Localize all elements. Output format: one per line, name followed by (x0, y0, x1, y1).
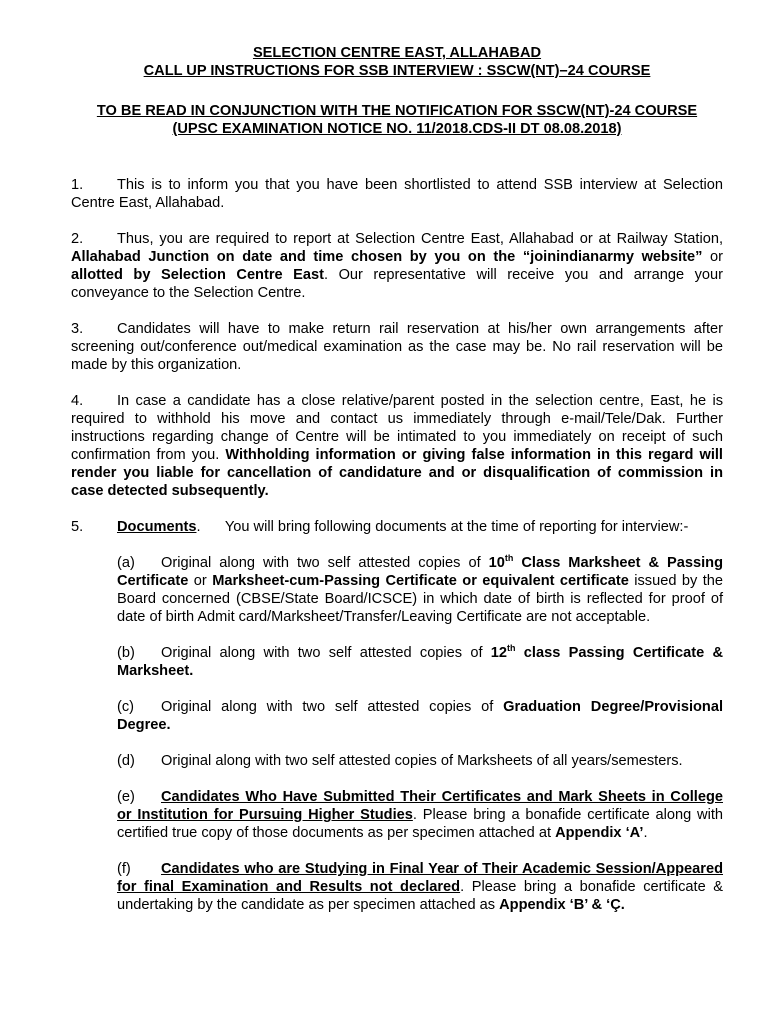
item-text: . Please bring a bonafide certificate along with certified true copy of those documents as per specimen attached at (117, 807, 724, 841)
appendix-reference: Appendix ‘B’ & ‘Ç. (499, 897, 625, 913)
item-bold-text: Graduation Degree/Provisional Degree. (117, 699, 723, 733)
paragraph-number: 1. (71, 177, 84, 193)
item-superscript: th (507, 643, 516, 654)
appendix-reference: Appendix ‘A’ (555, 825, 644, 841)
documents-heading: Documents (117, 519, 197, 535)
item-number: (b) (117, 645, 135, 661)
paragraph-3 (71, 320, 723, 374)
paragraph-text: In case a candidate has a close relative/parent posted in the selection centre, East, he is required to withhold his move and contact us immediately through e-mail/Tele/Dak. Further instructions regarding change of Centre will be intimated to you immediately on receipt of such confirmation from you. (71, 393, 723, 463)
paragraph-5 (71, 518, 723, 536)
paragraph-bold-text: Allahabad Junction on date and time chosen by you on the “joinindianarmy website” (71, 249, 703, 265)
item-number: (f) (117, 861, 131, 877)
item-text: Original along with two self attested copies of Marksheets of all years/semesters. (161, 753, 683, 769)
item-bold-text: class Passing Certificate & Marksheet. (117, 645, 723, 679)
item-bold-text: 10 (488, 555, 505, 571)
paragraph-bold-text: allotted by Selection Centre East (71, 267, 324, 283)
header-notification-note: TO BE READ IN CONJUNCTION WITH THE NOTIFICATION FOR SSCW(NT)-24 COURSE (96, 103, 698, 119)
item-text: issued by the Board concerned (CBSE/State Board/ICSCE) in which date of birth is reflected for proof of date of birth Admit card/Marksheet/Transfer/Leaving Certificate are not acceptable. (117, 573, 723, 625)
header-call-up-title: CALL UP INSTRUCTIONS FOR SSB INTERVIEW : SSCW(NT)–24 COURSE (143, 63, 651, 79)
item-text: Original along with two self attested copies of (161, 555, 489, 571)
document-page (71, 44, 723, 914)
item-text: Original along with two self attested copies of (161, 699, 504, 715)
item-number: (d) (117, 753, 135, 769)
paragraph-1 (71, 176, 723, 212)
item-bold-text: 12 (490, 645, 508, 661)
document-item-c (117, 698, 723, 734)
paragraph-text: You will bring following documents at the time of reporting for interview:- (224, 519, 689, 535)
paragraph-text: . (196, 519, 201, 535)
paragraph-4 (71, 392, 723, 500)
item-text: Original along with two self attested copies of (161, 645, 491, 661)
item-text: . (643, 825, 648, 841)
item-superscript: th (504, 553, 514, 564)
item-underlined-heading: Candidates Who Have Submitted Their Certificates and Mark Sheets in College or Institution for Pursuing Higher Studies (117, 789, 723, 823)
document-item-f (117, 860, 723, 914)
item-text: . Please bring a bonafide certificate & undertaking by the candidate as per specimen attached as (117, 879, 723, 913)
document-item-a (117, 554, 723, 626)
document-item-b (117, 644, 723, 680)
paragraph-text: or (702, 249, 723, 265)
paragraph-number: 4. (71, 393, 84, 409)
item-text: or (188, 573, 213, 589)
document-item-d (117, 752, 723, 770)
paragraph-number: 2. (71, 231, 84, 247)
header-centre-name: SELECTION CENTRE EAST, ALLAHABAD (252, 45, 542, 61)
paragraph-text: Candidates will have to make return rail reservation at his/her own arrangements after screening out/conference out/medical examination as the case may be. No rail reservation will be made by this organization. (71, 321, 723, 373)
paragraph-bold-text: Withholding information or giving false information in this regard will render you liable for cancellation of candidature and or disqualification of commission in case detected subsequently. (71, 447, 723, 499)
document-item-e (117, 788, 723, 842)
paragraph-number: 3. (71, 321, 84, 337)
paragraph-2 (71, 230, 723, 302)
item-number: (a) (117, 555, 135, 571)
item-number: (c) (117, 699, 135, 715)
item-number: (e) (117, 789, 135, 805)
paragraph-text: . Our representative will receive you and arrange your conveyance to the Selection Centre. (71, 267, 723, 301)
item-bold-text: Class Marksheet & Passing Certificate (117, 555, 724, 589)
paragraph-text: Thus, you are required to report at Selection Centre East, Allahabad or at Railway Station, (117, 231, 723, 247)
paragraph-text: This is to inform you that you have been shortlisted to attend SSB interview at Selection Centre East, Allahabad. (71, 177, 723, 211)
item-underlined-heading: Candidates who are Studying in Final Year of Their Academic Session/Appeared for final Examination and Results not declared (117, 861, 723, 895)
item-bold-text: Marksheet-cum-Passing Certificate or equivalent certificate (212, 573, 629, 589)
header-upsc-notice: (UPSC EXAMINATION NOTICE NO. 11/2018.CDS-II DT 08.08.2018) (172, 121, 622, 137)
paragraph-number: 5. (71, 519, 84, 535)
